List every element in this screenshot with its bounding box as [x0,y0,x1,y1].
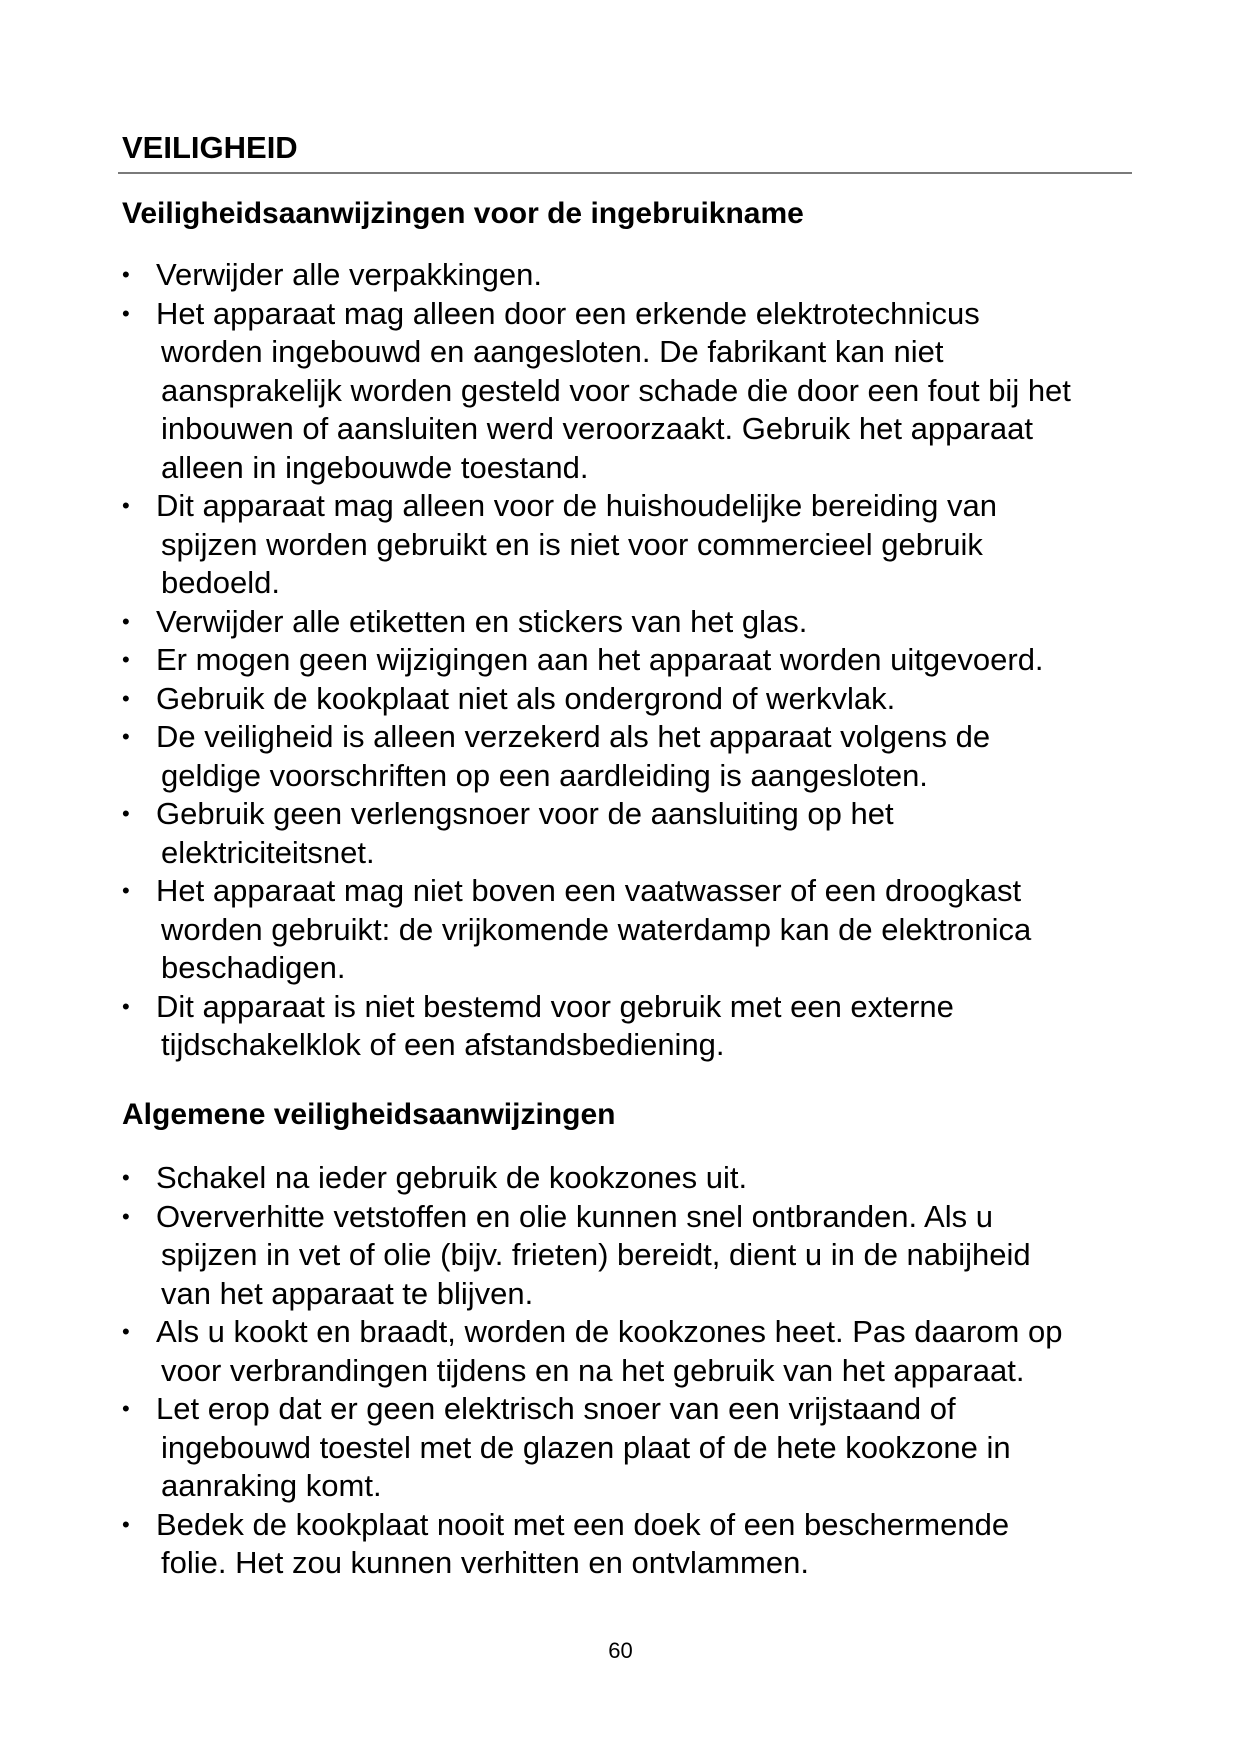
list-item [122,295,1142,488]
list-item [122,487,1142,603]
list-item-text [156,718,1142,795]
bullet-icon: • [122,608,130,634]
list-item-text [156,1198,1142,1314]
list-item-line: bedoeld. [161,565,280,600]
list-item-line: folie. Het zou kunnen verhitten en ontvlammen. [161,1545,809,1580]
bullet-icon: • [122,262,130,287]
list-item-line: alleen in ingebouwde toestand. [161,449,589,485]
page-title: VEILIGHEID [122,130,298,165]
list-item-line: ingebouwd toestel met de glazen plaat of de hete kookzone in [161,1429,1011,1465]
list-item [122,1159,1142,1198]
list-item-line: Verwijder alle verpakkingen. [156,257,542,292]
page-number: 60 [608,1638,633,1663]
list-item-line: Gebruik de kookplaat niet als ondergrond of werkvlak. [156,680,896,716]
list-item-text [156,487,1142,603]
list-item [122,680,1142,719]
list-item-line: Het apparaat mag niet boven een vaatwasser of een droogkast [156,873,1022,908]
list-item-line: tijdschakelklok of een afstandsbediening. [161,1027,725,1062]
list-item [122,988,1142,1065]
list-item-text [156,1390,1142,1506]
list-item-line: aansprakelijk worden gesteld voor schade die door een fout bij het [161,372,1071,408]
list-item-text [156,641,1142,680]
bullet-icon: • [122,493,130,518]
list-item-line: Schakel na ieder gebruik de kookzones uit. [156,1160,748,1195]
bullet-icon: • [122,993,130,1019]
list-item-line: voor verbrandingen tijdens en na het gebruik van het apparaat. [161,1352,1025,1388]
list-item-line: worden gebruikt: de vrijkomende waterdamp kan de elektronica [161,911,1032,947]
bullet-icon: • [122,1165,130,1190]
list-item [122,795,1142,872]
section-heading-algemeen: Algemene veiligheidsaanwijzingen [122,1098,616,1131]
bullet-icon: • [122,724,130,749]
list-item-text [156,795,1142,872]
list-item-line: Het apparaat mag alleen door een erkende elektrotechnicus [156,295,980,331]
list-item-line: beschadigen. [161,950,346,985]
list-item-line: Let erop dat er geen elektrisch snoer van een vrijstaand of [156,1391,956,1426]
list-item-text [156,872,1142,988]
bullet-icon: • [122,685,130,711]
list-item-text [156,256,1142,295]
list-item-text [156,1313,1142,1390]
list-item-line: inbouwen of aansluiten werd veroorzaakt. Gebruik het apparaat [161,411,1033,446]
bullet-icon: • [122,878,130,903]
list-item-text [156,295,1142,488]
list-item-line: Bedek de kookplaat nooit met een doek of een beschermende [156,1506,1010,1542]
list-item-line: Als u kookt en braadt, worden de kookzones heet. Pas daarom op [156,1314,1063,1349]
list-item-line: aanraking komt. [161,1468,382,1503]
bullet-icon: • [122,1396,130,1421]
bullet-icon: • [122,1511,130,1537]
list-item-line: elektriciteitsnet. [161,834,375,870]
list-item-text [156,680,1142,719]
bullet-list-ingebruikname [122,256,1142,1065]
list-item-text [156,988,1142,1065]
list-item-line: geldige voorschriften op een aardleiding is aangesloten. [161,757,928,793]
list-item [122,1198,1142,1314]
list-item-line: Oververhitte vetstoffen en olie kunnen snel ontbranden. Als u [156,1198,993,1234]
bullet-icon: • [122,647,130,672]
list-item-line: spijzen worden gebruikt en is niet voor commercieel gebruik [161,526,983,562]
list-item-line: Er mogen geen wijzigingen aan het apparaat worden uitgevoerd. [156,642,1044,677]
list-item-line: Dit apparaat mag alleen voor de huishoudelijke bereiding van [156,488,997,523]
list-item [122,1390,1142,1506]
list-item-line: Verwijder alle etiketten en stickers van het glas. [156,603,808,639]
list-item-line: Gebruik geen verlengsnoer voor de aansluiting op het [156,796,894,831]
title-divider [118,172,1132,174]
bullet-icon: • [122,801,130,826]
bullet-icon: • [122,1319,130,1344]
list-item [122,872,1142,988]
bullet-list-algemeen [122,1159,1142,1583]
bullet-icon: • [122,300,130,326]
list-item [122,641,1142,680]
list-item-line: van het apparaat te blijven. [161,1275,534,1311]
list-item [122,1506,1142,1583]
list-item [122,1313,1142,1390]
list-item-text [156,1159,1142,1198]
list-item [122,718,1142,795]
list-item [122,256,1142,295]
bullet-icon: • [122,1203,130,1229]
list-item-line: worden ingebouwd en aangesloten. De fabrikant kan niet [161,334,944,369]
list-item [122,603,1142,642]
list-item-line: spijzen in vet of olie (bijv. frieten) bereidt, dient u in de nabijheid [161,1237,1031,1272]
section-heading-ingebruikname: Veiligheidsaanwijzingen voor de ingebruikname [122,197,804,230]
list-item-line: De veiligheid is alleen verzekerd als het apparaat volgens de [156,719,991,754]
list-item-line: Dit apparaat is niet bestemd voor gebruik met een externe [156,988,954,1024]
list-item-text [156,1506,1142,1583]
list-item-text [156,603,1142,642]
